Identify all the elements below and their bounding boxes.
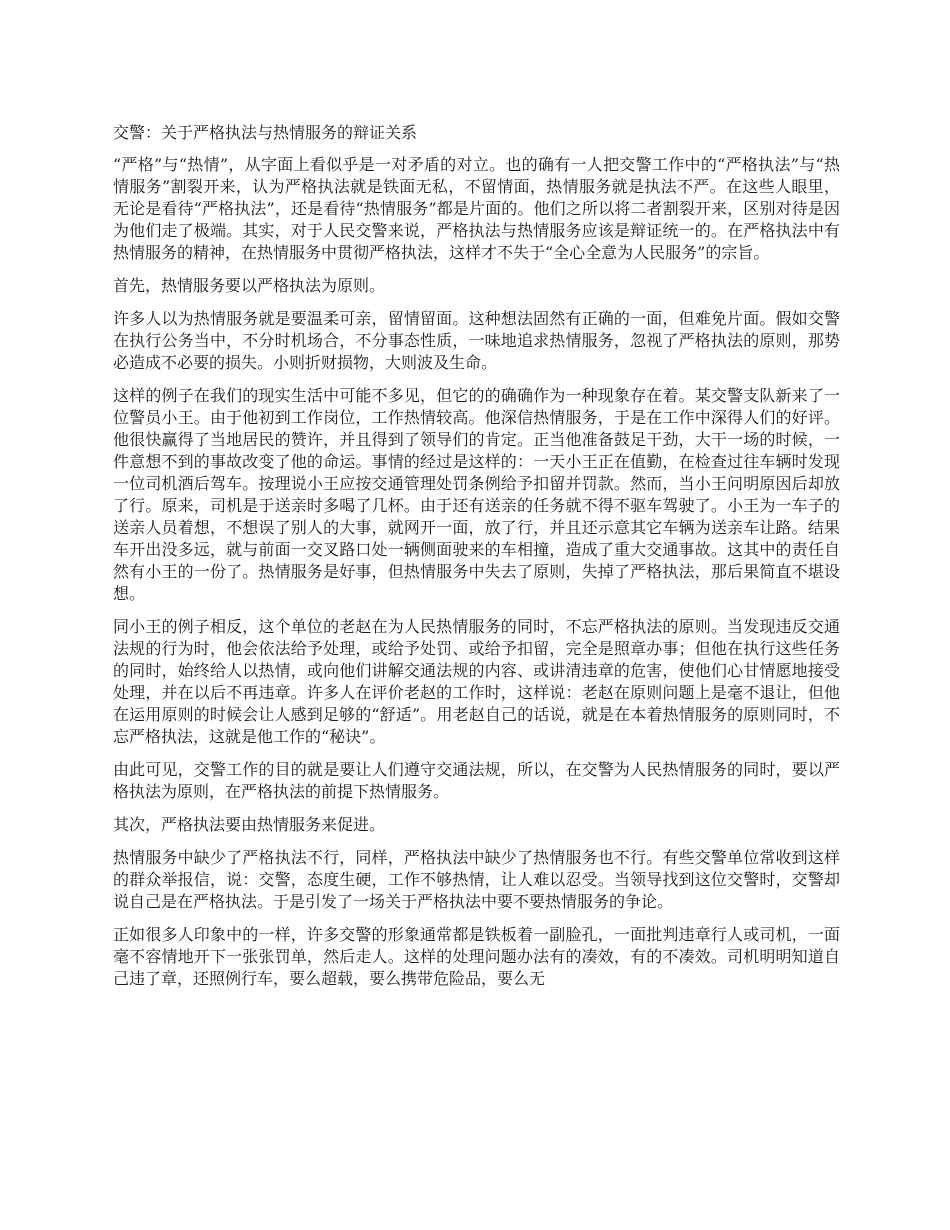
document-page: [113, 122, 840, 1001]
paragraph-point-one: 首先，热情服务要以严格执法为原则。: [113, 276, 386, 295]
paragraph-point-two: 其次，严格执法要由热情服务来促进。: [113, 815, 386, 834]
paragraph-intro: “严格”与“热情”，从字面上看似乎是一对矛盾的对立。也的确有一人把交警工作中的“严格执法”与“热情服务”割裂开来，认为严格执法就是铁面无私，不留情面，热情服务就是执法不严。在这些人眼里，无论是看待“严格执法”，还是看待“热情服务”都是片面的。他们之所以将二者割裂开来，区别对待是因为他们走了极端。其实，对于人民交警来说，严格执法与热情服务应该是辩证统一的。在严格执法中有热情服务的精神，在热情服务中贯彻严格执法，这样才不失于“全心全意为人民服务”的宗旨。: [113, 155, 840, 262]
paragraph-impression: 正如很多人印象中的一样，许多交警的形象通常都是铁板着一副脸孔，一面批判违章行人或司机，一面毫不容情地开下一张张罚单，然后走人。这样的处理问题办法有的凑效，有的不凑效。司机明明知道自己违了章，还照例行车，要么超载，要么携带危险品，要么无: [113, 925, 840, 988]
paragraph-complaints: 热情服务中缺少了严格执法不行，同样，严格执法中缺少了热情服务也不行。有些交警单位常收到这样的群众举报信，说：交警，态度生硬，工作不够热情，让人难以忍受。当领导找到这位交警时，交警却说自己是在严格执法。于是引发了一场关于严格执法中要不要热情服务的争论。: [113, 848, 840, 911]
paragraph-misconception: 许多人以为热情服务就是要温柔可亲，留情留面。这种想法固然有正确的一面，但难免片面。假如交警在执行公务当中，不分时机场合，不分事态性质，一味地追求热情服务，忽视了严格执法的原则，那势必造成不必要的损失。小则折财损物，大则波及生命。: [113, 309, 840, 372]
paragraph-xiaowang-example: 这样的例子在我们的现实生活中可能不多见，但它的的确确作为一种现象存在着。某交警支队新来了一位警员小王。由于他初到工作岗位，工作热情较高。他深信热情服务，于是在工作中深得人们的好评。他很快赢得了当地居民的赞许，并且得到了领导们的肯定。正当他准备鼓足干劲，大干一场的时候，一件意想不到的事故改变了他的命运。事情的经过是这样的：一天小王正在值勤，在检查过往车辆时发现一位司机酒后驾车。按理说小王应按交通管理处罚条例给予扣留并罚款。然而，当小王问明原因后却放了行。原来，司机是于送亲时多喝了几杯。由于还有送亲的任务就不得不驱车驾驶了。小王为一车子的送亲人员着想，不想误了别人的大事，就网开一面，放了行，并且还示意其它车辆为送亲车让路。结果车开出没多远，就与前面一交叉路口处一辆侧面驶来的车相撞，造成了重大交通事故。这其中的责任自然有小王的一份了。热情服务是好事，但热情服务中失去了原则，失掉了严格执法，那后果简直不堪设想。: [113, 386, 840, 603]
paragraph-conclusion-one: 由此可见，交警工作的目的就是要让人们遵守交通法规，所以，在交警为人民热情服务的同时，要以严格执法为原则，在严格执法的前提下热情服务。: [113, 760, 840, 801]
paragraph-laozhao-example: 同小王的例子相反，这个单位的老赵在为人民热情服务的同时，不忘严格执法的原则。当发现违反交通法规的行为时，他会依法给予处理，或给予处罚、或给予扣留，完全是照章办事；但他在执行这些任务的同时，始终给人以热情，或向他们讲解交通法规的内容、或讲清违章的危害，使他们心甘情愿地接受处理，并在以后不再违章。许多人在评价老赵的工作时，这样说：老赵在原则问题上是毫不退让，但他在运用原则的时候会让人感到足够的“舒适”。用老赵自己的话说，就是在本着热情服务的原则同时，不忘严格执法，这就是他工作的“秘诀”。: [113, 617, 840, 746]
document-title: 交警：关于严格执法与热情服务的辩证关系: [113, 123, 418, 142]
